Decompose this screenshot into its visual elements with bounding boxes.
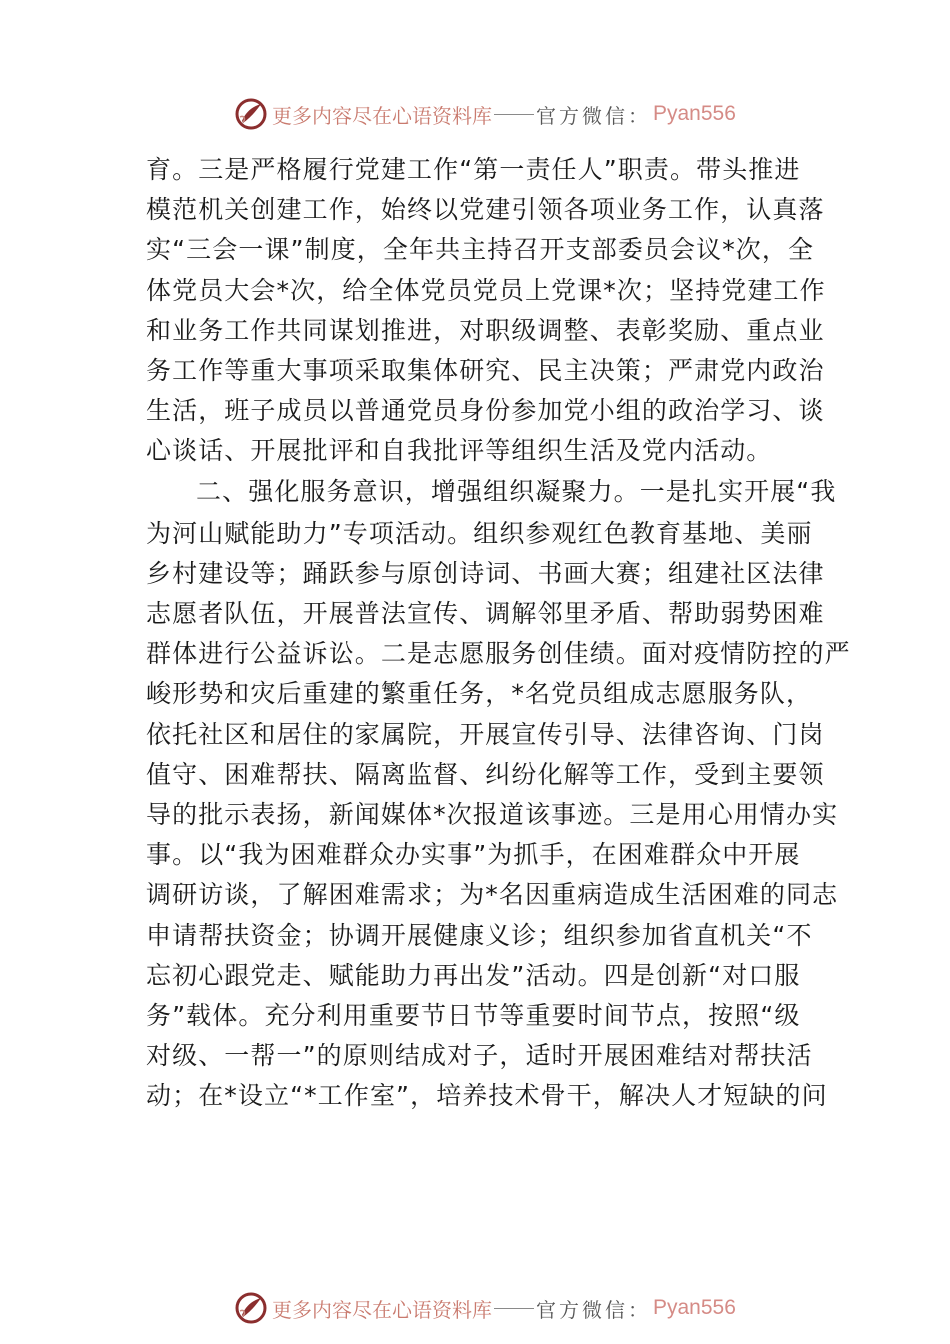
text-line: 志愿者队伍，开展普法宣传、调解邻里矛盾、帮助弱势困难: [146, 599, 825, 629]
text-line: 导的批示表扬，新闻媒体*次报道该事迹。三是用心用情办实: [146, 800, 839, 829]
text-line: 实“三会一课”制度，全年共主持召开支部委员会议*次，全: [146, 235, 815, 265]
text-line: 和业务工作共同谋划推进，对职级调整、表彰奖励、重点业: [146, 315, 825, 345]
text-line: 乡村建设等；踊跃参与原创诗词、书画大赛；组建社区法律: [146, 558, 825, 588]
text-line: 群体进行公益诉讼。二是志愿服务创佳绩。面对疫情防控的严: [146, 639, 851, 669]
text-line: 务”载体。充分利用重要节日节等重要时间节点，按照“级: [146, 1000, 801, 1030]
quill-pen-logo-icon: [234, 1291, 268, 1325]
watermark-dash: [494, 1308, 534, 1309]
watermark-dash: [494, 114, 534, 115]
text-line: 申请帮扶资金；协调开展健康义诊；组织参加省直机关“不: [146, 920, 813, 950]
text-line: 依托社区和居住的家属院，开展宣传引导、法律咨询、门岗: [146, 719, 825, 749]
text-line: 务工作等重大事项采取集体研究、民主决策；严肃党内政治: [146, 355, 825, 385]
footer-watermark: [234, 1290, 736, 1326]
document-body: [146, 150, 851, 1117]
watermark-wechat-id: Pyan556: [653, 1296, 736, 1319]
text-line: 体党员大会*次，给全体党员党员上党课*次；坚持党建工作: [146, 275, 826, 305]
text-line: 忘初心跟党走、赋能助力再出发”活动。四是创新“对口服: [146, 960, 801, 990]
text-line: 生活，班子成员以普通党员身份参加党小组的政治学习、谈: [146, 396, 825, 426]
text-line: 峻形势和灾后重建的繁重任务，*名党员组成志愿服务队，: [146, 679, 813, 709]
text-line: 对级、一帮一”的原则结成对子，适时开展困难结对帮扶活: [146, 1041, 813, 1071]
text-line: 育。三是严格履行党建工作“第一责任人”职责。带头推进: [146, 155, 801, 184]
watermark-wechat-id: Pyan556: [653, 102, 736, 125]
watermark-official-label: 官方微信：: [536, 1297, 651, 1322]
text-line: 为河山赋能助力”专项活动。组织参观红色教育基地、美丽: [146, 518, 813, 548]
quill-pen-logo-icon: [234, 97, 268, 131]
watermark-brand-text: 更多内容尽在心语资料库: [272, 103, 492, 128]
text-line: 模范机关创建工作，始终以党建引领各项业务工作，认真落: [146, 195, 825, 225]
watermark-brand-text: 更多内容尽在心语资料库: [272, 1297, 492, 1322]
text-line: 心谈话、开展批评和自我批评等组织生活及党内活动。: [146, 436, 773, 466]
text-line: 事。以“我为困难群众办实事”为抓手，在困难群众中开展: [146, 840, 801, 870]
section-heading-line: 二、强化服务意识，增强组织凝聚力。一是扎实开展“我: [196, 476, 837, 506]
text-line: 动；在*设立“*工作室”，培养技术骨干，解决人才短缺的问: [146, 1081, 828, 1111]
text-line: 值守、困难帮扶、隔离监督、纠纷化解等工作，受到主要领: [146, 759, 825, 789]
watermark-official-label: 官方微信：: [536, 103, 651, 128]
header-watermark: [234, 96, 736, 132]
text-line: 调研访谈，了解困难需求；为*名因重病造成生活困难的同志: [146, 880, 839, 910]
